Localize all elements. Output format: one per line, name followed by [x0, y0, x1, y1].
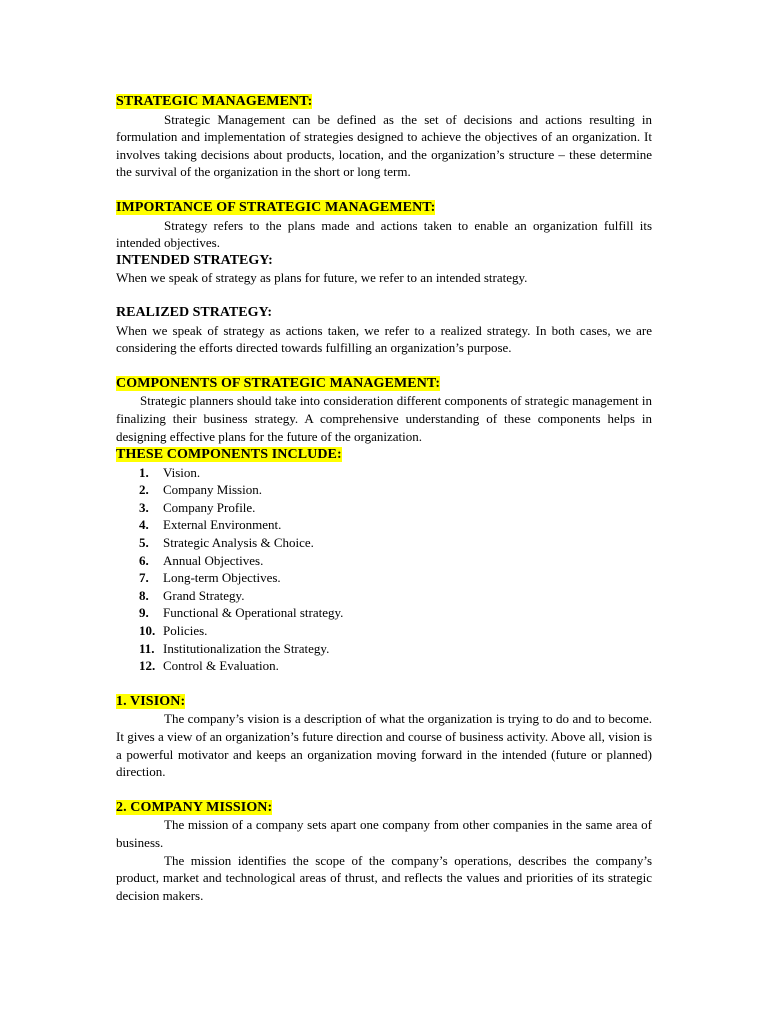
heading-intended-strategy: INTENDED STRATEGY: [116, 252, 273, 268]
section-vision [116, 692, 652, 781]
paragraph-vision: The company’s vision is a description of what the organization is trying to do and to become. It gives a view of an organization’s future direction and course of business activity. Above all, vision is a powerful motivator and keeps an organization moving forward in the intended (future or planned) direction. [116, 711, 652, 780]
heading-components-include: THESE COMPONENTS INCLUDE: [116, 447, 342, 463]
section-intended-strategy [116, 252, 652, 287]
heading-importance: IMPORTANCE OF STRATEGIC MANAGEMENT: [116, 199, 436, 215]
section-importance [116, 198, 652, 252]
section-company-mission [116, 798, 652, 905]
list-item: 12. Control & Evaluation. [139, 658, 279, 674]
list-item: 3. Company Profile. [139, 499, 256, 515]
list-item: 8. Grand Strategy. [139, 587, 245, 603]
paragraph-realized-strategy: When we speak of strategy as actions taken, we refer to a realized strategy. In both cases, we are considering the efforts directed towards fulfilling an organization’s purpose. [116, 322, 652, 356]
paragraph-intended-strategy: When we speak of strategy as plans for future, we refer to an intended strategy. [116, 270, 528, 286]
paragraph-strategic-management: Strategic Management can be defined as the set of decisions and actions resulting in formulation and implementation of strategies designed to achieve the objectives of an organization. It involves taking decisions about products, location, and the organization’s structure – these determine the survival of the organization in the short or long term. [116, 111, 652, 180]
list-item: 1. Vision. [139, 464, 201, 480]
list-item: 4. External Environment. [139, 517, 282, 533]
section-components [116, 374, 652, 675]
list-item: 10. Policies. [139, 623, 208, 639]
list-item: 2. Company Mission. [139, 482, 262, 498]
paragraph-mission-2: The mission identifies the scope of the company’s operations, describes the company’s product, market and technological areas of thrust, and reflects the values and priorities of its strategic decision makers. [116, 852, 652, 903]
section-realized-strategy [116, 304, 652, 357]
heading-vision: 1. VISION: [116, 693, 186, 709]
paragraph-components: Strategic planners should take into consideration different components of strategic management in finalizing their business strategy. A comprehensive understanding of these components helps in designing effective plans for the future of the organization. [116, 393, 652, 444]
heading-company-mission: 2. COMPANY MISSION: [116, 799, 273, 815]
list-item: 5. Strategic Analysis & Choice. [139, 535, 314, 551]
list-item: 7. Long-term Objectives. [139, 570, 281, 586]
components-list [116, 464, 652, 675]
paragraph-mission-1: The mission of a company sets apart one company from other companies in the same area of business. [116, 817, 652, 850]
list-item: 11. Institutionalization the Strategy. [139, 640, 330, 656]
section-strategic-management [116, 92, 652, 181]
paragraph-importance: Strategy refers to the plans made and actions taken to enable an organization fulfill its intended objectives. [116, 217, 652, 251]
list-item: 9. Functional & Operational strategy. [139, 605, 344, 621]
heading-realized-strategy: REALIZED STRATEGY: [116, 304, 272, 320]
list-item: 6. Annual Objectives. [139, 552, 264, 568]
heading-strategic-management: STRATEGIC MANAGEMENT: [116, 94, 313, 109]
heading-components: COMPONENTS OF STRATEGIC MANAGEMENT: [116, 375, 441, 391]
